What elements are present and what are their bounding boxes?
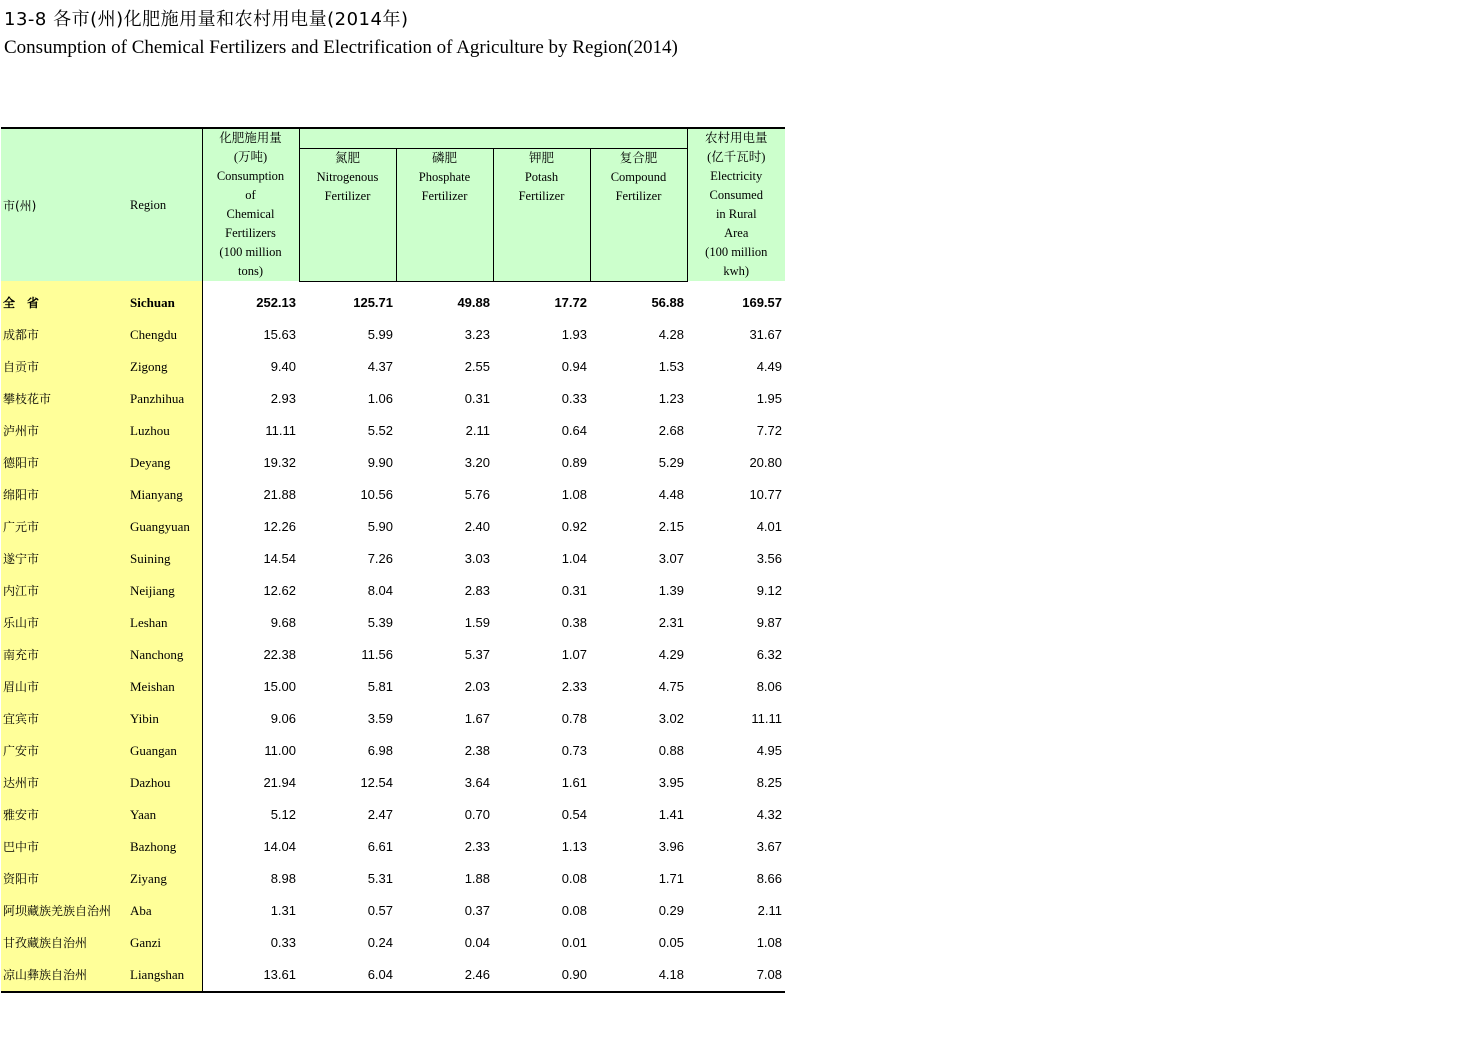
cell-potash: 1.61 bbox=[561, 775, 587, 790]
cell-compound: 2.31 bbox=[658, 615, 684, 630]
cell-phosphate: 2.11 bbox=[465, 423, 490, 438]
header-region-en: Region bbox=[128, 128, 202, 281]
row-region-en: Liangshan bbox=[128, 959, 202, 992]
cell-total: 12.62 bbox=[263, 583, 296, 598]
row-city-cn: 阿坝藏族羌族自治州 bbox=[1, 895, 128, 927]
cell-compound: 4.18 bbox=[590, 959, 687, 992]
cell-electricity: 9.12 bbox=[756, 583, 782, 598]
cell-phosphate: 3.64 bbox=[464, 775, 490, 790]
row-city-cn: 成都市 bbox=[1, 319, 128, 351]
table-row bbox=[1, 767, 785, 799]
table-row bbox=[1, 671, 785, 703]
header-total-line: (100 million bbox=[219, 245, 282, 259]
table-row bbox=[1, 479, 785, 511]
cell-nitrogen: 12.54 bbox=[360, 775, 393, 790]
table-row bbox=[1, 735, 785, 767]
row-region-en: Ganzi bbox=[128, 927, 202, 959]
cell-potash: 0.54 bbox=[561, 807, 587, 822]
row-region-en: Deyang bbox=[128, 447, 202, 479]
cell-potash: 0.08 bbox=[561, 903, 587, 918]
cell-nitrogen: 11.56 bbox=[361, 647, 393, 662]
cell-total: 14.04 bbox=[263, 839, 296, 854]
table-row bbox=[1, 959, 785, 992]
row-city-cn: 泸州市 bbox=[1, 415, 128, 447]
header-compound bbox=[590, 149, 687, 282]
cell-electricity: 8.66 bbox=[756, 871, 782, 886]
cell-nitrogen: 5.31 bbox=[367, 871, 393, 886]
row-city-cn: 雅安市 bbox=[1, 799, 128, 831]
cell-total: 12.26 bbox=[263, 519, 296, 534]
cell-phosphate: 2.40 bbox=[464, 519, 490, 534]
cell-electricity: 1.95 bbox=[756, 391, 782, 406]
cell-potash: 17.72 bbox=[554, 295, 587, 310]
header-fertilizer-group bbox=[299, 128, 687, 149]
cell-potash: 0.38 bbox=[561, 615, 587, 630]
row-city-cn: 凉山彝族自治州 bbox=[1, 959, 128, 992]
page-title-en: Consumption of Chemical Fertilizers and Electrification of Agriculture by Region(2014) bbox=[4, 37, 678, 58]
table-row bbox=[1, 607, 785, 639]
cell-electricity: 2.11 bbox=[757, 903, 782, 918]
cell-potash: 0.08 bbox=[561, 871, 587, 886]
cell-total: 8.98 bbox=[270, 871, 296, 886]
header-potash-line: Fertilizer bbox=[518, 189, 565, 203]
cell-compound: 4.28 bbox=[658, 327, 684, 342]
table-row bbox=[1, 863, 785, 895]
header-nitrogen-line: 氮肥 bbox=[334, 151, 360, 165]
cell-phosphate: 5.37 bbox=[464, 647, 490, 662]
cell-electricity: 4.01 bbox=[756, 519, 782, 534]
header-phosphate-line: Fertilizer bbox=[421, 189, 468, 203]
header-electricity-line: in Rural bbox=[715, 207, 757, 221]
table-row bbox=[1, 415, 785, 447]
table-row bbox=[1, 511, 785, 543]
fertilizer-electricity-table bbox=[1, 127, 785, 993]
cell-phosphate: 2.03 bbox=[464, 679, 490, 694]
header-total-line: Chemical bbox=[226, 207, 275, 221]
cell-potash: 0.90 bbox=[493, 959, 590, 992]
cell-nitrogen: 1.06 bbox=[367, 391, 393, 406]
cell-compound: 0.88 bbox=[658, 743, 684, 758]
table-row bbox=[1, 831, 785, 863]
header-compound-line: Fertilizer bbox=[615, 189, 662, 203]
cell-total: 21.94 bbox=[263, 775, 296, 790]
row-city-cn: 南充市 bbox=[1, 639, 128, 671]
header-phosphate-line: 磷肥 bbox=[431, 151, 457, 165]
cell-nitrogen: 5.39 bbox=[367, 615, 393, 630]
cell-electricity: 9.87 bbox=[756, 615, 782, 630]
header-total-line: of bbox=[245, 188, 256, 202]
cell-compound: 3.95 bbox=[658, 775, 684, 790]
header-electricity-line: Area bbox=[724, 226, 749, 240]
row-city-cn: 遂宁市 bbox=[1, 543, 128, 575]
row-region-en: Dazhou bbox=[128, 767, 202, 799]
cell-electricity: 7.72 bbox=[756, 423, 782, 438]
cell-nitrogen: 2.47 bbox=[367, 807, 393, 822]
cell-compound: 4.29 bbox=[658, 647, 684, 662]
row-region-en: Mianyang bbox=[128, 479, 202, 511]
cell-nitrogen: 10.56 bbox=[360, 487, 393, 502]
cell-compound: 1.39 bbox=[658, 583, 684, 598]
cell-total: 15.00 bbox=[263, 679, 296, 694]
table-body bbox=[1, 281, 785, 992]
cell-total: 1.31 bbox=[270, 903, 296, 918]
cell-compound: 3.96 bbox=[658, 839, 684, 854]
cell-potash: 0.31 bbox=[561, 583, 587, 598]
header-total-line: Fertilizers bbox=[225, 226, 276, 240]
cell-potash: 0.64 bbox=[561, 423, 587, 438]
cell-nitrogen: 5.99 bbox=[367, 327, 393, 342]
header-total-line: tons) bbox=[238, 264, 263, 278]
header-electricity-line: Consumed bbox=[709, 188, 763, 202]
row-city-cn: 资阳市 bbox=[1, 863, 128, 895]
cell-potash: 0.92 bbox=[561, 519, 587, 534]
cell-potash: 1.04 bbox=[561, 551, 587, 566]
header-total-line: (万吨) bbox=[233, 150, 268, 164]
row-region-en: Guangan bbox=[128, 735, 202, 767]
cell-potash: 0.01 bbox=[561, 935, 587, 950]
row-region-en: Meishan bbox=[128, 671, 202, 703]
row-city-cn: 宜宾市 bbox=[1, 703, 128, 735]
row-city-cn: 自贡市 bbox=[1, 351, 128, 383]
cell-nitrogen: 7.26 bbox=[367, 551, 393, 566]
row-city-cn: 内江市 bbox=[1, 575, 128, 607]
cell-potash: 0.94 bbox=[561, 359, 587, 374]
cell-electricity: 6.32 bbox=[756, 647, 782, 662]
row-region-en: Neijiang bbox=[128, 575, 202, 607]
cell-electricity: 10.77 bbox=[749, 487, 782, 502]
row-city-cn: 广元市 bbox=[1, 511, 128, 543]
row-city-cn: 达州市 bbox=[1, 767, 128, 799]
cell-compound: 5.29 bbox=[658, 455, 684, 470]
cell-phosphate: 49.88 bbox=[457, 295, 490, 310]
cell-phosphate: 0.04 bbox=[464, 935, 490, 950]
cell-total: 0.33 bbox=[270, 935, 296, 950]
row-region-en: Guangyuan bbox=[128, 511, 202, 543]
row-region-en: Suining bbox=[128, 543, 202, 575]
header-electricity-line: (100 million bbox=[705, 245, 768, 259]
cell-phosphate: 2.33 bbox=[464, 839, 490, 854]
cell-compound: 4.48 bbox=[658, 487, 684, 502]
header-compound-line: Compound bbox=[610, 170, 667, 184]
cell-phosphate: 1.67 bbox=[464, 711, 490, 726]
cell-potash: 1.07 bbox=[561, 647, 587, 662]
row-city-cn: 全 省 bbox=[1, 287, 128, 319]
cell-electricity: 31.67 bbox=[749, 327, 782, 342]
table-row bbox=[1, 799, 785, 831]
header-total-line: Consumption bbox=[216, 169, 285, 183]
header-phosphate bbox=[396, 149, 493, 282]
cell-total: 14.54 bbox=[263, 551, 296, 566]
cell-phosphate: 3.03 bbox=[464, 551, 490, 566]
cell-compound: 0.05 bbox=[658, 935, 684, 950]
cell-potash: 0.78 bbox=[561, 711, 587, 726]
table-row bbox=[1, 927, 785, 959]
cell-total: 9.40 bbox=[270, 359, 296, 374]
cell-electricity: 1.08 bbox=[756, 935, 782, 950]
cell-compound: 4.75 bbox=[658, 679, 684, 694]
cell-total: 252.13 bbox=[256, 295, 296, 310]
row-city-cn: 攀枝花市 bbox=[1, 383, 128, 415]
cell-compound: 2.68 bbox=[658, 423, 684, 438]
header-electricity-line: kwh) bbox=[723, 264, 750, 278]
cell-total: 11.11 bbox=[265, 423, 296, 438]
cell-electricity: 3.67 bbox=[756, 839, 782, 854]
cell-compound: 1.23 bbox=[658, 391, 684, 406]
header-electricity bbox=[687, 128, 785, 281]
cell-nitrogen: 5.81 bbox=[367, 679, 393, 694]
cell-phosphate: 0.70 bbox=[464, 807, 490, 822]
row-city-cn: 乐山市 bbox=[1, 607, 128, 639]
cell-total: 19.32 bbox=[263, 455, 296, 470]
header-electricity-line: Electricity bbox=[710, 169, 763, 183]
cell-total: 13.61 bbox=[202, 959, 299, 992]
cell-electricity: 3.56 bbox=[756, 551, 782, 566]
row-region-en: Leshan bbox=[128, 607, 202, 639]
cell-nitrogen: 5.90 bbox=[367, 519, 393, 534]
row-city-cn: 德阳市 bbox=[1, 447, 128, 479]
cell-nitrogen: 4.37 bbox=[367, 359, 393, 374]
table-row bbox=[1, 351, 785, 383]
table-row bbox=[1, 639, 785, 671]
cell-phosphate: 1.59 bbox=[464, 615, 490, 630]
cell-compound: 0.29 bbox=[658, 903, 684, 918]
table-row bbox=[1, 575, 785, 607]
header-total bbox=[202, 128, 299, 281]
cell-potash: 1.13 bbox=[561, 839, 587, 854]
cell-compound: 56.88 bbox=[651, 295, 684, 310]
header-nitrogen-line: Nitrogenous bbox=[316, 170, 379, 184]
header-nitrogen bbox=[299, 149, 396, 282]
row-city-cn: 绵阳市 bbox=[1, 479, 128, 511]
header-phosphate-line: Phosphate bbox=[418, 170, 471, 184]
cell-nitrogen: 0.57 bbox=[367, 903, 393, 918]
row-region-en: Bazhong bbox=[128, 831, 202, 863]
cell-electricity: 20.80 bbox=[749, 455, 782, 470]
table-row bbox=[1, 895, 785, 927]
row-region-en: Sichuan bbox=[128, 287, 202, 319]
cell-total: 5.12 bbox=[270, 807, 296, 822]
table-row bbox=[1, 383, 785, 415]
cell-phosphate: 2.46 bbox=[396, 959, 493, 992]
cell-total: 11.00 bbox=[264, 743, 296, 758]
header-city-cn: 市(州) bbox=[1, 128, 128, 281]
cell-potash: 0.73 bbox=[561, 743, 587, 758]
cell-nitrogen: 125.71 bbox=[353, 295, 393, 310]
cell-nitrogen: 0.24 bbox=[367, 935, 393, 950]
row-region-en: Luzhou bbox=[128, 415, 202, 447]
cell-nitrogen: 6.04 bbox=[299, 959, 396, 992]
cell-nitrogen: 6.98 bbox=[367, 743, 393, 758]
header-potash-line: Potash bbox=[524, 170, 559, 184]
cell-compound: 1.41 bbox=[658, 807, 684, 822]
cell-phosphate: 1.88 bbox=[464, 871, 490, 886]
cell-compound: 1.53 bbox=[658, 359, 684, 374]
header-electricity-line: 农村用电量 bbox=[704, 131, 768, 145]
row-region-en: Chengdu bbox=[128, 319, 202, 351]
cell-nitrogen: 8.04 bbox=[367, 583, 393, 598]
row-region-en: Zigong bbox=[128, 351, 202, 383]
header-nitrogen-line: Fertilizer bbox=[324, 189, 371, 203]
cell-electricity: 4.32 bbox=[756, 807, 782, 822]
cell-total: 22.38 bbox=[263, 647, 296, 662]
cell-compound: 3.07 bbox=[658, 551, 684, 566]
cell-compound: 1.71 bbox=[658, 871, 684, 886]
cell-phosphate: 3.20 bbox=[464, 455, 490, 470]
cell-phosphate: 2.55 bbox=[464, 359, 490, 374]
cell-potash: 0.33 bbox=[561, 391, 587, 406]
cell-phosphate: 2.38 bbox=[464, 743, 490, 758]
cell-phosphate: 2.83 bbox=[464, 583, 490, 598]
cell-total: 9.06 bbox=[270, 711, 296, 726]
cell-total: 2.93 bbox=[270, 391, 296, 406]
row-region-en: Panzhihua bbox=[128, 383, 202, 415]
cell-phosphate: 0.31 bbox=[464, 391, 490, 406]
cell-nitrogen: 9.90 bbox=[367, 455, 393, 470]
header-potash bbox=[493, 149, 590, 282]
table-row bbox=[1, 703, 785, 735]
row-region-en: Aba bbox=[128, 895, 202, 927]
cell-total: 21.88 bbox=[263, 487, 296, 502]
cell-electricity: 11.11 bbox=[751, 711, 782, 726]
cell-phosphate: 3.23 bbox=[464, 327, 490, 342]
cell-phosphate: 0.37 bbox=[464, 903, 490, 918]
cell-compound: 3.02 bbox=[658, 711, 684, 726]
row-city-cn: 甘孜藏族自治州 bbox=[1, 927, 128, 959]
row-city-cn: 巴中市 bbox=[1, 831, 128, 863]
header-compound-line: 复合肥 bbox=[619, 151, 658, 165]
cell-electricity: 8.25 bbox=[756, 775, 782, 790]
table-row bbox=[1, 287, 785, 319]
cell-potash: 1.93 bbox=[561, 327, 587, 342]
row-region-en: Nanchong bbox=[128, 639, 202, 671]
cell-nitrogen: 5.52 bbox=[367, 423, 393, 438]
header-electricity-line: (亿千瓦时) bbox=[707, 150, 766, 164]
table-row bbox=[1, 319, 785, 351]
table-row bbox=[1, 447, 785, 479]
cell-phosphate: 5.76 bbox=[464, 487, 490, 502]
cell-total: 9.68 bbox=[270, 615, 296, 630]
cell-potash: 2.33 bbox=[561, 679, 587, 694]
table-row bbox=[1, 543, 785, 575]
page-title-cn: 13-8 各市(州)化肥施用量和农村用电量(2014年) bbox=[4, 9, 409, 30]
cell-nitrogen: 6.61 bbox=[367, 839, 393, 854]
row-region-en: Yaan bbox=[128, 799, 202, 831]
cell-potash: 0.89 bbox=[561, 455, 587, 470]
row-city-cn: 眉山市 bbox=[1, 671, 128, 703]
cell-electricity: 8.06 bbox=[756, 679, 782, 694]
header-potash-line: 钾肥 bbox=[528, 151, 554, 165]
cell-compound: 2.15 bbox=[658, 519, 684, 534]
cell-electricity: 4.95 bbox=[756, 743, 782, 758]
row-region-en: Ziyang bbox=[128, 863, 202, 895]
header-total-line: 化肥施用量 bbox=[219, 131, 282, 145]
cell-nitrogen: 3.59 bbox=[367, 711, 393, 726]
cell-potash: 1.08 bbox=[561, 487, 587, 502]
cell-electricity: 4.49 bbox=[756, 359, 782, 374]
cell-total: 15.63 bbox=[263, 327, 296, 342]
row-region-en: Yibin bbox=[128, 703, 202, 735]
cell-electricity: 7.08 bbox=[687, 959, 785, 992]
row-city-cn: 广安市 bbox=[1, 735, 128, 767]
cell-electricity: 169.57 bbox=[742, 295, 782, 310]
